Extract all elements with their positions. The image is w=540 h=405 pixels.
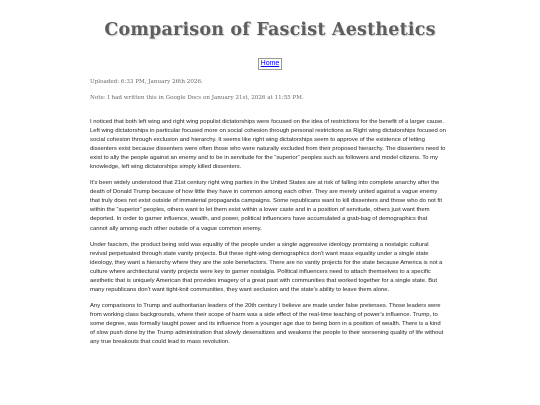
article-body [90, 118, 446, 354]
page-title: Comparison of Fascist Aesthetics [104, 20, 436, 40]
home-link-container [0, 52, 540, 70]
upload-date: Uploaded: 6:33 PM, January 26th 2026. [90, 79, 203, 85]
paragraph: Any comparisons to Trump and authoritarian leaders of the 20th century I believe are made under false pretenses. Those leaders were from working class backgrounds, where their scope of harm was a side effect of the real-time teaching of power’s influence. Trump, to some degree, was formally taught power and its influence from a younger age due to being born in a position of wealth. There is a kind of slow push done by the Trump administration that slowly desensitizes and weakens the people to their worsening quality of life without any true breakouts that could lead to mass revolution. [90, 302, 444, 346]
written-note: Note: I had written this in Google Docs on January 21st, 2026 at 11:55 PM. [90, 95, 304, 101]
paragraph: It’s been widely understood that 21st century right wing parties in the United States are at risk of falling into complete anarchy after the death of Donald Trump because of how little they have in common among each other. They are merely united against a vague enemy that truly does not exist outside of immaterial propaganda campaigns. Some republicans want to kill dissenters and those who do not fit within the “superior” peoples, others want to let them exist within a lower caste and in a position of servitude, others just want them deported. In order to garner influence, wealth, and power, political influencers have accumulated a grab-bag of demographics that cannot ally among each other outside of a vague common enemy. [90, 180, 442, 232]
paragraph: Under fascism, the product being sold was equality of the people under a single aggressive ideology promising a nostalgic cultural revival perpetuated through state vanity projects. But these right-wing demographics don’t want mass equality under a single state ideology, they want a hierarchy where they are the sole benefactors. There are no vanity projects for the state because America is not a culture where architectural vanity projects were key to garner nostalgia. Political influencers need to attach themselves to a specific aesthetic that is uniquely American that provides imagery of a great past with communities that worked together for a single state. But many republicans don’t want tight-knit communities, they want seclusion and the state’s ability to leave them alone. [90, 241, 443, 293]
home-link[interactable]: Home [258, 58, 283, 70]
paragraph: I noticed that both left wing and right wing populist dictatorships were focused on the idea of restrictions for the benefit of a larger cause. Left wing dictatorships in particular focused more on social cohesion through personal restrictions as Right wing dictatorships focused on social cohesion through exclusion and hierarchy. It seems like right wing dictatorships seem to approve of the existence of letting dissenters exist because dissenters were often those who were naturally excluded from their proposed hierarchy. The dissenters need to exist to ally the people against an enemy and to be in servitude for the “superior” peoples such as followers and model citizens. To my knowledge, left wing dictatorships simply killed dissenters. [90, 119, 446, 171]
